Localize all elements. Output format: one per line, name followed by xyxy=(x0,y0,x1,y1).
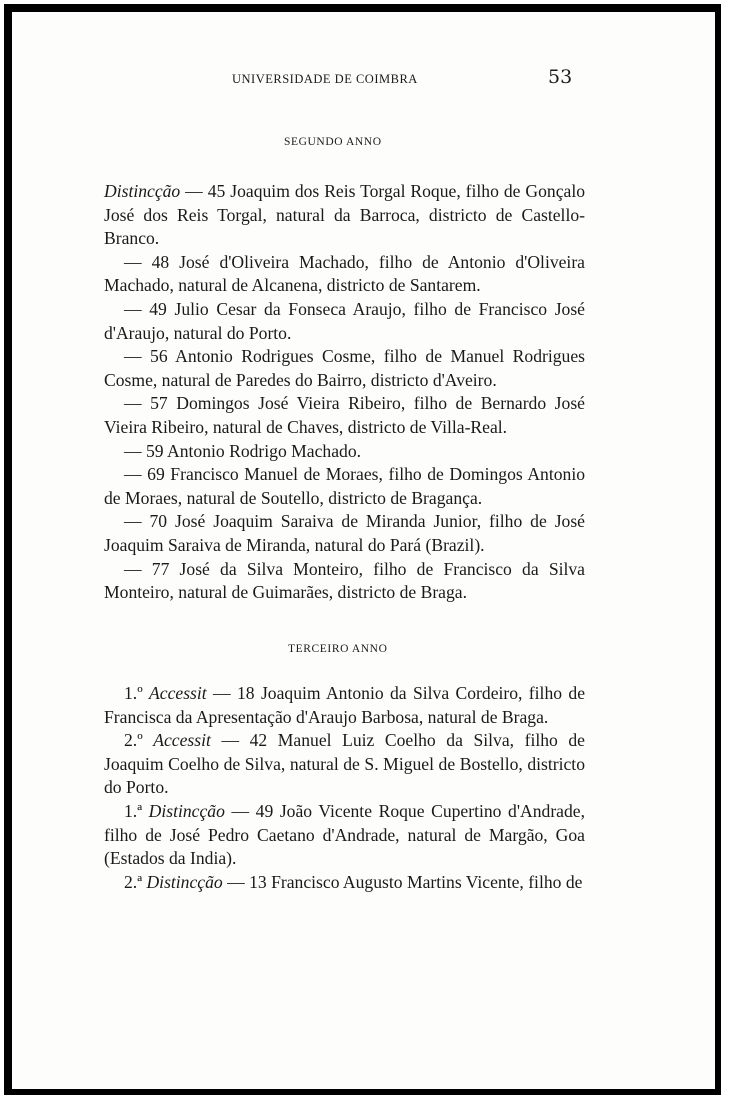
entry-text: — 70 José Joaquim Saraiva de Miranda Junior, filho de José Joaquim Saraiva de Miranda, natural do Pará (Brazil). xyxy=(104,511,585,555)
entry-paragraph xyxy=(104,298,585,345)
entry-label: Distincção xyxy=(146,871,223,892)
section-heading-terceiro-anno: TERCEIRO ANNO xyxy=(288,643,388,655)
entry-paragraph xyxy=(104,180,585,251)
entry-paragraph xyxy=(104,251,585,298)
entry-paragraph xyxy=(104,729,585,800)
entry-paragraph xyxy=(104,463,585,510)
entry-label: Distincção xyxy=(148,800,225,821)
entry-paragraph xyxy=(104,510,585,557)
entry-paragraph xyxy=(104,682,585,729)
section-body-terceiro-anno xyxy=(104,682,585,894)
entry-ordinal: 2.º xyxy=(124,730,143,751)
entry-text: — 18 Joaquim Antonio da Silva Cordeiro, filho de Francisca da Apresentação d'Araujo Barbosa, natural de Braga. xyxy=(104,683,586,727)
entry-paragraph xyxy=(104,800,585,871)
entry-text: — 42 Manuel Luiz Coelho da Silva, filho de Joaquim Coelho de Silva, natural de S. Miguel de Bostello, districto do Porto. xyxy=(104,730,585,798)
entry-paragraph xyxy=(104,558,585,605)
section-body-segundo-anno xyxy=(104,180,585,605)
section-heading-segundo-anno: SEGUNDO ANNO xyxy=(284,136,382,148)
entry-text: — 48 José d'Oliveira Machado, filho de Antonio d'Oliveira Machado, natural de Alcanena, districto de Santarem. xyxy=(104,251,585,296)
entry-text: — 49 João Vicente Roque Cupertino d'Andrade, filho de José Pedro Caetano d'Andrade, natural de Margão, Goa (Estados da India). xyxy=(104,800,585,869)
entry-text: — 59 Antonio Rodrigo Machado. xyxy=(124,440,362,461)
entry-text: — 49 Julio Cesar da Fonseca Araujo, filho de Francisco José d'Araujo, natural do Porto. xyxy=(104,298,585,343)
entry-ordinal: 1.º xyxy=(124,683,143,703)
entry-label: Accessit xyxy=(153,730,211,751)
entry-paragraph xyxy=(104,392,585,439)
entry-paragraph xyxy=(104,871,585,895)
entry-text: — 77 José da Silva Monteiro, filho de Francisco da Silva Monteiro, natural de Guimarães, districto de Braga. xyxy=(104,558,585,603)
entry-text: — 69 Francisco Manuel de Moraes, filho de Domingos Antonio de Moraes, natural de Soutello, districto de Bragança. xyxy=(104,464,585,508)
entry-text: — 57 Domingos José Vieira Ribeiro, filho de Bernardo José Vieira Ribeiro, natural de Chaves, districto de Villa-Real. xyxy=(104,393,585,437)
page-number: 53 xyxy=(548,66,573,88)
entry-label: Distincção xyxy=(104,181,181,201)
entry-text: — 45 Joaquim dos Reis Torgal Roque, filho de Gonçalo José dos Reis Torgal, natural da Barroca, districto de Castello-Branco. xyxy=(104,181,585,249)
entry-paragraph xyxy=(104,440,585,464)
running-header: UNIVERSIDADE DE COIMBRA xyxy=(232,72,418,86)
entry-text: — 56 Antonio Rodrigues Cosme, filho de Manuel Rodrigues Cosme, natural de Paredes do Bairro, districto d'Aveiro. xyxy=(104,346,585,390)
entry-paragraph xyxy=(104,345,585,392)
entry-text: — 13 Francisco Augusto Martins Vicente, filho de xyxy=(222,871,583,892)
entry-ordinal: 2.ª xyxy=(124,871,143,892)
entry-ordinal: 1.ª xyxy=(124,800,143,821)
entry-label: Accessit xyxy=(149,683,207,703)
